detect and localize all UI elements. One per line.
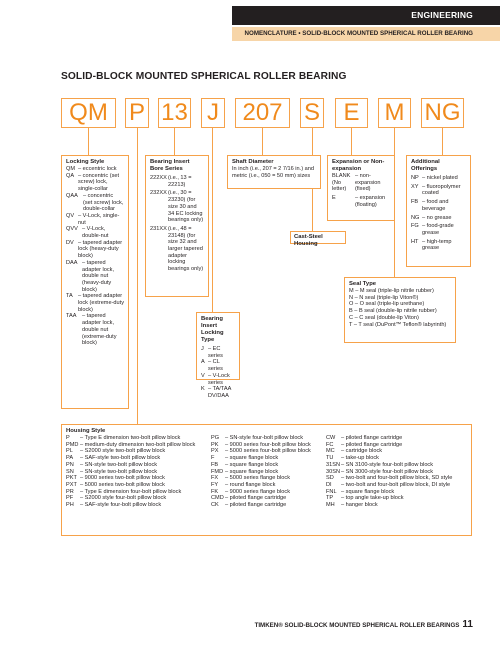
list-item: CK – piloted flange cartridge bbox=[211, 502, 287, 509]
code-box-bore: 13 bbox=[158, 98, 191, 128]
code-box-locking: QM bbox=[61, 98, 116, 128]
list-item: DV – tapered adapter lock (heavy-duty block) bbox=[66, 239, 123, 260]
list-item: V – V-Lock series bbox=[201, 372, 230, 386]
housing-col-3 bbox=[326, 435, 467, 509]
list-item: TU – take-up block bbox=[326, 455, 379, 462]
list-item: FX – 5000 series flange block bbox=[211, 475, 290, 482]
section-header bbox=[232, 6, 500, 25]
bore-series-box bbox=[145, 155, 209, 297]
list-item: E – expansion (floating) bbox=[332, 195, 386, 208]
page-footer bbox=[255, 619, 473, 630]
locking-style-heading: Locking Style bbox=[66, 159, 105, 165]
page-title: SOLID-BLOCK MOUNTED SPHERICAL ROLLER BEARING bbox=[61, 71, 347, 82]
list-item: HT – high-temp grease bbox=[411, 238, 452, 252]
list-item: PF – S2000 style four-bolt pillow block bbox=[66, 495, 167, 502]
list-item: XY – fluoropolymer coated bbox=[411, 183, 461, 197]
page-number: 11 bbox=[462, 619, 473, 630]
shaft-diameter-text: In inch (i.e., 207 = 2 7/16 in.) and metric (i.e., 050 = 50 mm) sizes bbox=[232, 166, 314, 179]
list-item: BLANK (No letter) – non-expansion (fixed) bbox=[332, 173, 381, 193]
list-item: A – CL series bbox=[201, 359, 223, 373]
list-item: 231XX (i.e., 48 = 23148) (for size 32 and larger tapered adapter locking bearings only) bbox=[150, 225, 204, 273]
expansion-heading: Expansion or Non-expansion bbox=[332, 159, 385, 172]
list-item: TA – tapered adapter lock (extreme-duty block) bbox=[66, 293, 125, 313]
list-item: FNL – square flange block bbox=[326, 488, 395, 495]
list-item: NP – nickel plated bbox=[411, 175, 458, 181]
list-item: PL – S2000 style two-bolt pillow block bbox=[66, 448, 166, 455]
list-item: PG – SN-style four-bolt pillow block bbox=[211, 435, 304, 441]
list-item: PXT – 5000 series two-bolt pillow block bbox=[66, 481, 165, 488]
list-item: PH – SAF-style four-bolt pillow block bbox=[66, 502, 162, 509]
list-item: K – TA/TAA DV/DAA bbox=[201, 386, 232, 399]
code-box-offerings: NG bbox=[421, 98, 464, 128]
list-item: PN – SN-style two-bolt pillow block bbox=[66, 461, 158, 468]
connector-line bbox=[212, 128, 213, 312]
list-item: MH – hanger block bbox=[326, 502, 378, 509]
connector-line bbox=[137, 128, 138, 424]
housing-style-heading: Housing Style bbox=[66, 428, 106, 434]
code-box-seal: M bbox=[378, 98, 411, 128]
offerings-box bbox=[406, 155, 471, 267]
list-item: 30SN – SN 3000-style four-bolt pillow block bbox=[326, 468, 434, 475]
seal-type-box bbox=[344, 277, 456, 343]
list-item: FC – piloted flange cartridge bbox=[326, 441, 403, 448]
list-item: F – square flange block bbox=[211, 455, 279, 462]
list-item: C – C seal (double-lip Viton) bbox=[349, 314, 419, 321]
list-item: MC – cartridge block bbox=[326, 448, 383, 455]
code-box-expansion: E bbox=[335, 98, 368, 128]
list-item: DAA – tapered adapter lock, double nut (heavy-duty block) bbox=[66, 259, 115, 293]
list-item: PMD – medium-duty dimension two-bolt pillow block bbox=[66, 441, 196, 448]
list-item: FMD – square flange block bbox=[211, 468, 279, 475]
list-item: 222XX (i.e., 13 = 22213) bbox=[150, 175, 192, 188]
list-item: O – O seal (triple-lip urethane) bbox=[349, 301, 425, 308]
connector-line bbox=[174, 128, 175, 155]
connector-line bbox=[442, 128, 443, 155]
cast-steel-label: Cast-Steel Housing bbox=[294, 234, 323, 247]
shaft-diameter-heading: Shaft Diameter bbox=[232, 159, 274, 165]
code-box-shaft: 207 bbox=[235, 98, 290, 128]
list-item: FB – square flange block bbox=[211, 461, 279, 468]
bore-series-heading: Bearing Insert Bore Series bbox=[150, 159, 190, 172]
list-item: PA – SAF-style two-bolt pillow block bbox=[66, 455, 161, 462]
list-item: TAA – tapered adapter lock, double nut (extreme-duty block) bbox=[66, 313, 117, 347]
subsection-title: NOMENCLATURE • SOLID-BLOCK MOUNTED SPHERICAL ROLLER BEARING bbox=[244, 30, 473, 37]
list-item: SD – two-bolt and four-bolt pillow block, SD style bbox=[326, 475, 453, 482]
list-item: N – N seal (triple-lip Viton®) bbox=[349, 294, 419, 301]
connector-line bbox=[88, 128, 89, 155]
list-item: J – EC series bbox=[201, 346, 223, 359]
list-item: PK – 9000 series four-bolt pillow block bbox=[211, 441, 311, 448]
seal-type-heading: Seal Type bbox=[349, 281, 377, 287]
list-item: M – M seal (triple-lip nitrile rubber) bbox=[349, 288, 434, 294]
list-item: QV – V-Lock, single-nut bbox=[66, 212, 120, 226]
code-box-insert-locking: J bbox=[201, 98, 225, 128]
code-box-steel: S bbox=[300, 98, 324, 128]
footer-text: TIMKEN® SOLID-BLOCK MOUNTED SPHERICAL ROLLER BEARINGS bbox=[254, 622, 460, 629]
housing-style-box bbox=[61, 424, 472, 536]
list-item: B – B seal (double-lip nitrile rubber) bbox=[349, 308, 437, 315]
list-item: FY – round flange block bbox=[211, 481, 276, 488]
list-item: P – Type E dimension two-bolt pillow block bbox=[66, 435, 181, 441]
list-item: FK – 9000 series flange block bbox=[211, 488, 290, 495]
list-item: 232XX (i.e., 30 = 23230) (for size 30 and 34 EC locking bearings only) bbox=[150, 190, 204, 224]
list-item: PR – Type E dimension four-bolt pillow block bbox=[66, 488, 182, 495]
list-item: CMD – piloted flange cartridge bbox=[211, 495, 287, 502]
list-item: QVV – V-Lock, double-nut bbox=[66, 226, 109, 240]
list-item: T – T seal (DuPont™ Teflon® labyrinth) bbox=[349, 321, 447, 328]
list-item: QA – concentric (set screw) lock, single-collar bbox=[66, 172, 120, 193]
connector-line bbox=[262, 128, 263, 155]
list-item: QM – eccentric lock bbox=[66, 166, 117, 172]
code-box-housing: P bbox=[125, 98, 149, 128]
offerings-heading: Additional Offerings bbox=[411, 159, 440, 172]
list-item: DI – two-bolt and four-bolt pillow block, DI style bbox=[326, 481, 451, 488]
shaft-diameter-box bbox=[227, 155, 321, 189]
section-title: ENGINEERING bbox=[411, 10, 473, 20]
insert-locking-box bbox=[196, 312, 240, 399]
cast-steel-box bbox=[290, 231, 346, 247]
list-item: 31SN – SN 3100-style four-bolt pillow block bbox=[326, 461, 434, 468]
list-item: FG – food-grade grease bbox=[411, 223, 454, 236]
list-item: CW – piloted flange cartridge bbox=[326, 435, 403, 441]
list-item: PX – 5000 series four-bolt pillow block bbox=[211, 448, 311, 455]
connector-line bbox=[351, 128, 352, 155]
list-item: FB – food and beverage bbox=[411, 199, 449, 212]
locking-style-box bbox=[61, 155, 129, 409]
housing-col-1 bbox=[66, 435, 211, 509]
list-item: PKT – 9000 series two-bolt pillow block bbox=[66, 475, 165, 482]
subsection-header bbox=[232, 27, 500, 41]
list-item: QAA – concentric (set screw) lock, double-collar bbox=[66, 192, 124, 213]
expansion-box bbox=[327, 155, 395, 221]
housing-col-2 bbox=[211, 435, 326, 509]
list-item: TP – top angle take-up block bbox=[326, 495, 404, 502]
list-item: NG – no grease bbox=[411, 214, 452, 221]
insert-locking-heading: Bearing Insert Locking Type bbox=[201, 316, 224, 343]
list-item: SN – SN-style two-bolt pillow block bbox=[66, 468, 158, 475]
